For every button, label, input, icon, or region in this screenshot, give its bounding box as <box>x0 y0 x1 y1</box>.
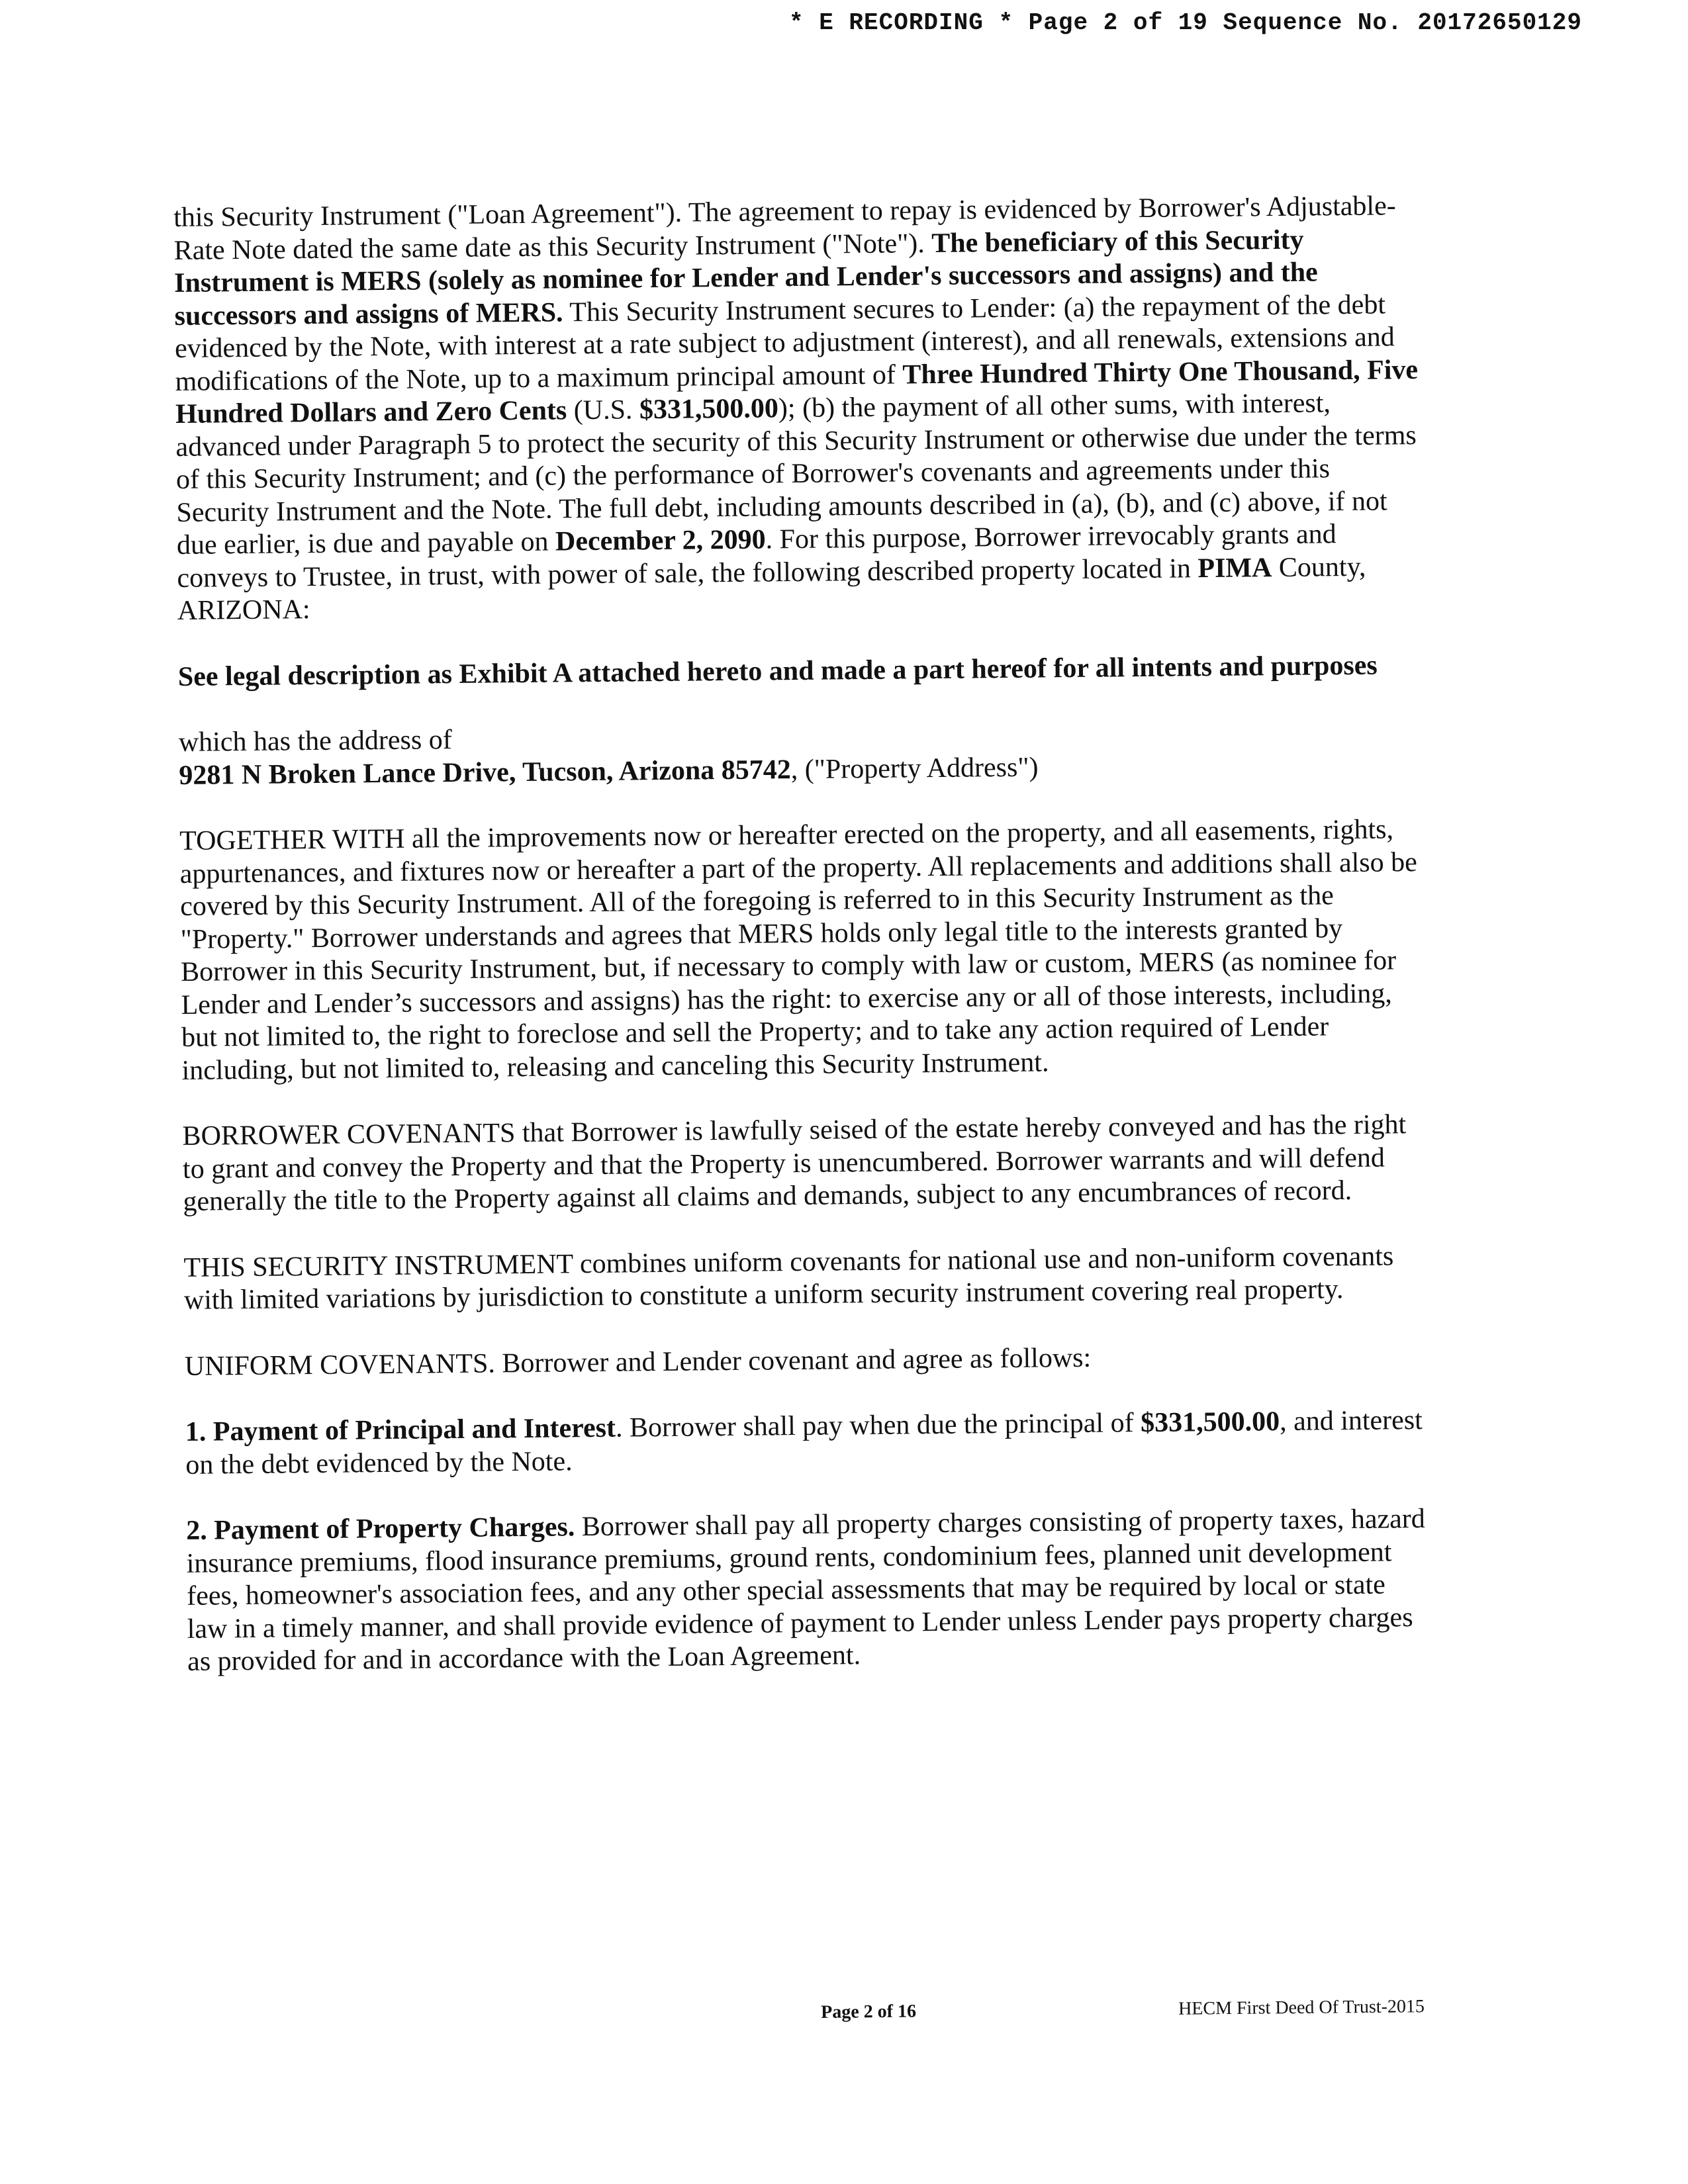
address-intro: which has the address of <box>178 725 452 758</box>
borrower-covenants-paragraph: BORROWER COVENANTS that Borrower is lawfully seised of the estate hereby conveyed and has the right to grant and convey the Property and that the Property is unencumbered. Borrower warrants and will defend generally the title to the Property against all claims and demands, subject to any encumbrances of record. <box>182 1109 1407 1217</box>
page-footer <box>821 1995 1483 2023</box>
together-with-paragraph: TOGETHER WITH all the improvements now or hereafter erected on the property, and all easements, rights, appurtenances, and fixtures now or hereafter a part of the property. All replacements and additions shall also be covered by this Security Instrument. All of the foregoing is referred to in this Security Instrument as the "Property." Borrower understands and agrees that MERS holds only legal title to the interests granted by Borrower in this Security Instrument, but, if necessary to comply with law or custom, MERS (as nominee for Lender and Lender’s successors and assigns) has the right: to exercise any or all of those interests, including, but not limited to, the right to foreclose and sell the Property; and to take any action required of Lender including, but not limited to, releasing and canceling this Security Instrument. <box>179 814 1417 1086</box>
uniform-covenants-heading: UNIFORM COVENANTS. Borrower and Lender covenant and agree as follows: <box>184 1342 1092 1382</box>
security-instrument-paragraph: this Security Instrument ("Loan Agreement"). The agreement to repay is evidenced by Borrower's Adjustable-Rate Note dated the same date as this Security Instrument ("Note"). The beneficiary of this Security Instrument is MERS (solely as nominee for Lender and Lender's successors and assigns) and the successors and assigns of MERS. This Security Instrument secures to Lender: (a) the repayment of the debt evidenced by the Note, with interest at a rate subject to adjustment (interest), and all renewals, extensions and modifications of the Note, up to a maximum principal amount of Three Hundred Thirty One Thousand, Five Hundred Dollars and Zero Cents (U.S. $331,500.00); (b) the payment of all other sums, with interest, advanced under Paragraph 5 to protect the security of this Security Instrument or otherwise due under the terms of this Security Instrument; and (c) the performance of Borrower's covenants and agreements under this Security Instrument and the Note. The full debt, including amounts described in (a), (b), and (c) above, if not due earlier, is due and payable on December 2, 2090. For this purpose, Borrower irrevocably grants and conveys to Trustee, in trust, with power of sale, the following described property located in PIMA County, ARIZONA: <box>173 191 1419 626</box>
form-identifier: HECM First Deed Of Trust-2015 <box>1178 1996 1425 2019</box>
recording-stamp: * E RECORDING * Page 2 of 19 Sequence No. 20172650129 <box>789 9 1582 36</box>
section-payment-principal-interest: 1. Payment of Principal and Interest. Borrower shall pay when due the principal of $331,500.00, and interest on the debt evidenced by the Note. <box>185 1404 1423 1480</box>
property-address: 9281 N Broken Lance Drive, Tucson, Arizona 85742, ("Property Address") <box>179 751 1039 791</box>
security-instrument-combines-paragraph: THIS SECURITY INSTRUMENT combines uniform covenants for national use and non-uniform covenants with limited variations by jurisdiction to constitute a uniform security instrument covering real property. <box>183 1240 1394 1316</box>
section-payment-property-charges: 2. Payment of Property Charges. Borrower shall pay all property charges consisting of property taxes, hazard insurance premiums, flood insurance premiums, ground rents, condominium fees, planned unit development fees, homeowner's association fees, and any other special assessments that may be required by local or state law in a timely manner, and shall provide evidence of payment to Lender unless Lender pays property charges as provided for and in accordance with the Loan Agreement. <box>186 1503 1426 1677</box>
document-body <box>173 190 1432 1711</box>
legal-description: See legal description as Exhibit A attached hereto and made a part hereof for all intents and purposes <box>177 650 1378 692</box>
page-number: Page 2 of 16 <box>821 2001 917 2023</box>
